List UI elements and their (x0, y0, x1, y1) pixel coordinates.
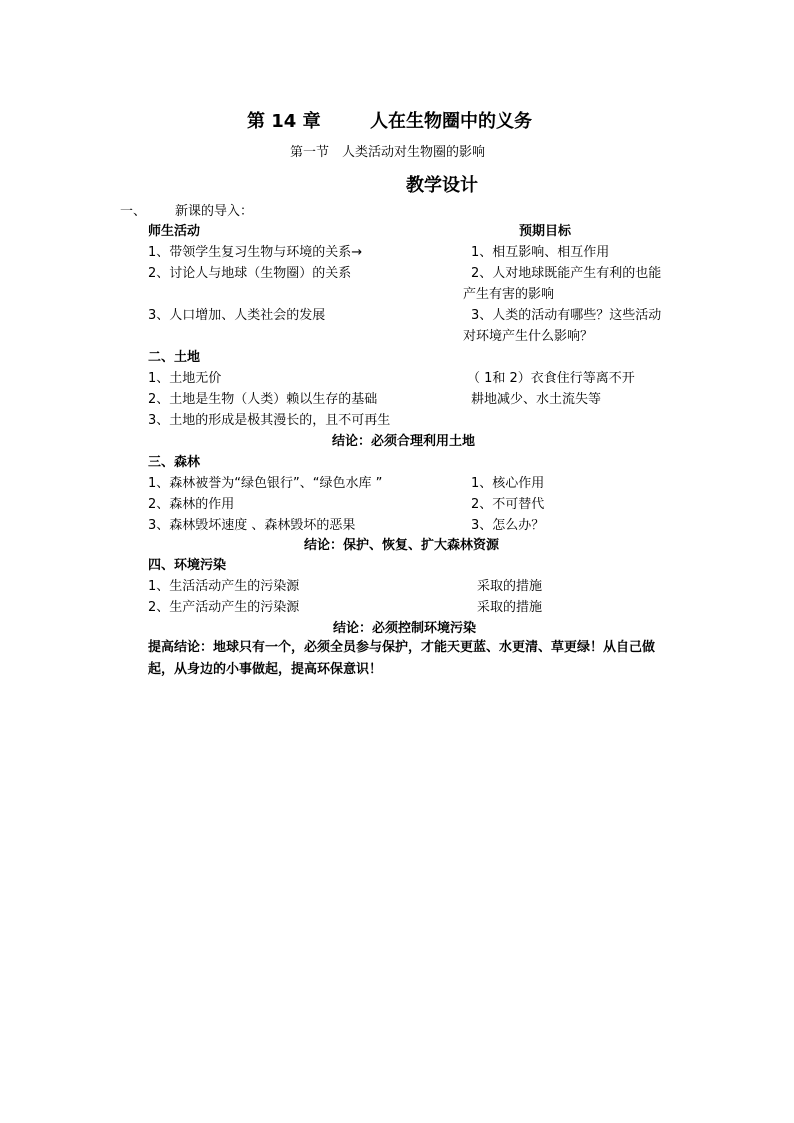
intro-row-2-right-cont: 产生有害的影响 (463, 287, 555, 302)
intro-label: 新课的导入： (175, 204, 254, 219)
pollution-heading: 四、环境污染 (148, 558, 227, 573)
forest-row-3-left: 3、森林毁坏速度 、森林毁坏的恶果 (148, 518, 356, 533)
pollution-conclusion: 结论：必须控制环境污染 (333, 621, 477, 636)
land-row-1-left: 1、土地无价 (148, 371, 222, 386)
forest-row-2-right: 2、不可替代 (471, 497, 545, 512)
pollution-row-1-left: 1、生活活动产生的污染源 (148, 579, 300, 594)
section-title: 第一节 人类活动对生物圈的影响 (290, 145, 486, 160)
design-title: 教学设计 (406, 175, 478, 196)
intro-row-1-left: 1、带领学生复习生物与环境的关系→ (148, 245, 363, 260)
intro-row-1-right: 1、相互影响、相互作用 (471, 245, 610, 260)
intro-row-3-right: 3、人类的活动有哪些？这些活动 (471, 308, 662, 323)
chapter-number: 第 14 章 (247, 111, 321, 132)
col-expected-goal: 预期目标 (519, 224, 572, 239)
pollution-row-1-right: 采取的措施 (477, 579, 543, 594)
chapter-title: 人在生物圈中的义务 (370, 111, 532, 132)
pollution-row-2-left: 2、生产活动产生的污染源 (148, 600, 300, 615)
intro-number: 一、 (120, 204, 147, 219)
intro-row-3-right-cont: 对环境产生什么影响？ (463, 329, 594, 344)
forest-row-1-left: 1、森林被誉为“绿色银行”、“绿色水库 ” (148, 476, 383, 491)
forest-row-2-left: 2、森林的作用 (148, 497, 235, 512)
land-row-2-right: 耕地减少、水土流失等 (471, 392, 602, 407)
final-conclusion: 提高结论：地球只有一个，必须全员参与保护，才能天更蓝、水更清、草更绿！从自己做起，从身边的小事做起，提高环保意识！ (148, 640, 656, 677)
forest-row-3-right: 3、怎么办？ (471, 518, 545, 533)
forest-conclusion: 结论：保护、恢复、扩大森林资源 (304, 538, 500, 553)
intro-row-3-left: 3、人口增加、人类社会的发展 (148, 308, 326, 323)
pollution-row-2-right: 采取的措施 (477, 600, 543, 615)
land-conclusion: 结论：必须合理利用土地 (332, 434, 476, 449)
col-teacher-activity: 师生活动 (148, 224, 201, 239)
intro-row-2-right: 2、人对地球既能产生有利的也能 (471, 266, 662, 281)
land-row-1-right: （ 1和 2）衣食住行等离不开 (467, 371, 635, 386)
intro-row-2-left: 2、讨论人与地球（生物圈）的关系 (148, 266, 352, 281)
forest-heading: 三、森林 (148, 455, 201, 470)
land-heading: 二、土地 (148, 350, 201, 365)
land-row-3-left: 3、土地的形成是极其漫长的，且不可再生 (148, 413, 391, 428)
forest-row-1-right: 1、核心作用 (471, 476, 545, 491)
land-row-2-left: 2、土地是生物（人类）赖以生存的基础 (148, 392, 378, 407)
